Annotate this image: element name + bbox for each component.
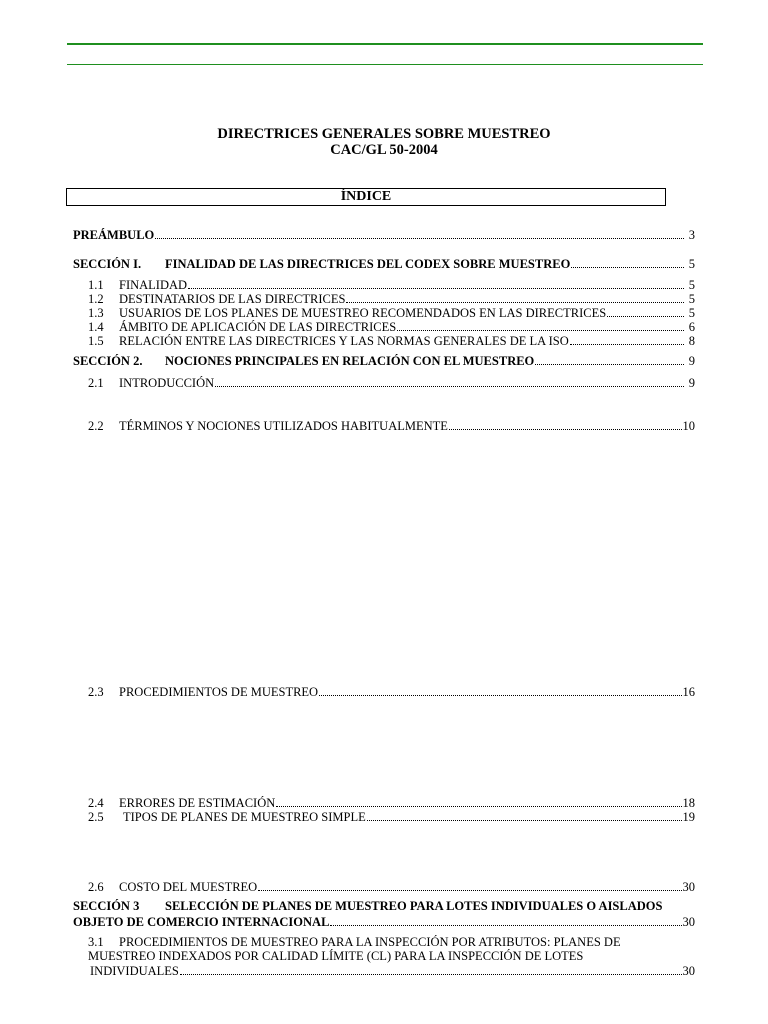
toc-page-number: 9	[688, 354, 695, 368]
toc-label: OBJETO DE COMERCIO INTERNACIONAL	[73, 915, 330, 929]
toc-entry-2-2[interactable]	[73, 417, 695, 433]
toc-page-number: 10	[682, 419, 695, 433]
toc-leader-dots	[180, 973, 682, 975]
toc-leader-dots	[449, 428, 682, 430]
toc-item-number: 2.6	[88, 880, 104, 894]
index-heading: ÍNDICE	[66, 188, 666, 206]
toc-page-number: 5	[688, 278, 695, 292]
toc-page-number: 9	[688, 376, 695, 390]
toc-page-number: 5	[688, 257, 695, 271]
toc-entry-2-5[interactable]	[73, 808, 695, 824]
toc-section-number: SECCIÓN 3	[73, 899, 140, 913]
toc-page-number: 8	[688, 334, 695, 348]
header-top-rule	[67, 43, 703, 45]
toc-page-number: 30	[682, 964, 695, 978]
toc-label: TÉRMINOS Y NOCIONES UTILIZADOS HABITUALMENTE	[119, 419, 448, 433]
header-second-rule	[67, 64, 703, 65]
toc-item-number: 1.2	[88, 292, 104, 306]
toc-entry-3-1-line2	[73, 949, 695, 963]
toc-leader-dots	[155, 237, 684, 239]
toc-label: FINALIDAD	[119, 278, 188, 292]
toc-entry-1-5[interactable]	[73, 332, 695, 348]
toc-entry-2-1[interactable]	[73, 374, 695, 390]
toc-entry-preamble[interactable]	[73, 226, 695, 242]
toc-leader-dots	[571, 266, 684, 268]
toc-page-number: 16	[682, 685, 695, 699]
toc-item-number: 1.5	[88, 334, 104, 348]
toc-section-number: SECCIÓN I.	[73, 257, 142, 271]
toc-item-number: 2.2	[88, 419, 104, 433]
toc-page-number: 3	[688, 228, 695, 242]
toc-entry-section-3-line1[interactable]	[73, 899, 695, 913]
toc-label: MUESTREO INDEXADOS POR CALIDAD LÍMITE (CL) PARA LA INSPECCIÓN DE LOTES	[88, 949, 584, 963]
toc-page-number: 19	[682, 810, 695, 824]
toc-section-number: SECCIÓN 2.	[73, 354, 143, 368]
toc-label: PROCEDIMIENTOS DE MUESTREO PARA LA INSPECCIÓN POR ATRIBUTOS: PLANES DE	[119, 935, 621, 949]
toc-item-number: 3.1	[88, 935, 104, 949]
toc-leader-dots	[188, 287, 684, 289]
toc-item-number: 1.3	[88, 306, 104, 320]
toc-label: INTRODUCCIÓN	[119, 376, 215, 390]
toc-label: DESTINATARIOS DE LAS DIRECTRICES	[119, 292, 346, 306]
toc-entry-3-1-line3[interactable]	[73, 962, 695, 978]
toc-label: ERRORES DE ESTIMACIÓN	[119, 796, 276, 810]
toc-entry-section-2[interactable]	[73, 352, 695, 368]
toc-leader-dots	[397, 329, 684, 331]
toc-leader-dots	[258, 889, 681, 891]
toc-entry-3-1-line1[interactable]	[73, 935, 695, 949]
toc-entry-2-6[interactable]	[73, 878, 695, 894]
toc-leader-dots	[215, 385, 684, 387]
toc-entry-2-3[interactable]	[73, 683, 695, 699]
toc-label: TIPOS DE PLANES DE MUESTREO SIMPLE	[123, 810, 366, 824]
toc-entry-section-1[interactable]	[73, 255, 695, 271]
toc-item-number: 2.3	[88, 685, 104, 699]
toc-label: COSTO DEL MUESTREO	[119, 880, 258, 894]
toc-page-number: 18	[682, 796, 695, 810]
toc-page-number: 5	[688, 306, 695, 320]
document-code: CAC/GL 50-2004	[330, 142, 438, 158]
toc-label: USUARIOS DE LOS PLANES DE MUESTREO RECOMENDADOS EN LAS DIRECTRICES	[119, 306, 607, 320]
toc-label: ÁMBITO DE APLICACIÓN DE LAS DIRECTRICES	[119, 320, 397, 334]
toc-page-number: 6	[688, 320, 695, 334]
toc-label: PREÁMBULO	[73, 228, 155, 242]
toc-label: RELACIÓN ENTRE LAS DIRECTRICES Y LAS NORMAS GENERALES DE LA ISO	[119, 334, 569, 348]
toc-label: FINALIDAD DE LAS DIRECTRICES DEL CODEX SOBRE MUESTREO	[165, 257, 571, 271]
toc-entry-section-3-line2[interactable]	[73, 913, 695, 929]
toc-leader-dots	[330, 924, 681, 926]
toc-label: SELECCIÓN DE PLANES DE MUESTREO PARA LOTES INDIVIDUALES O AISLADOS	[165, 899, 663, 913]
toc-leader-dots	[276, 805, 681, 807]
toc-leader-dots	[346, 301, 684, 303]
toc-leader-dots	[367, 819, 682, 821]
document-title: DIRECTRICES GENERALES SOBRE MUESTREO	[217, 126, 551, 142]
toc-item-number: 2.1	[88, 376, 104, 390]
toc-leader-dots	[535, 363, 684, 365]
toc-item-number: 2.5	[88, 810, 104, 824]
toc-page-number: 5	[688, 292, 695, 306]
toc-item-number: 1.4	[88, 320, 104, 334]
toc-page-number: 30	[682, 880, 695, 894]
toc-leader-dots	[570, 343, 684, 345]
toc-label: NOCIONES PRINCIPALES EN RELACIÓN CON EL MUESTREO	[165, 354, 535, 368]
toc-leader-dots	[607, 315, 684, 317]
toc-leader-dots	[319, 694, 681, 696]
toc-label: INDIVIDUALES	[90, 964, 179, 978]
toc-item-number: 1.1	[88, 278, 104, 292]
toc-label: PROCEDIMIENTOS DE MUESTREO	[119, 685, 319, 699]
toc-page-number: 30	[682, 915, 695, 929]
toc-item-number: 2.4	[88, 796, 104, 810]
